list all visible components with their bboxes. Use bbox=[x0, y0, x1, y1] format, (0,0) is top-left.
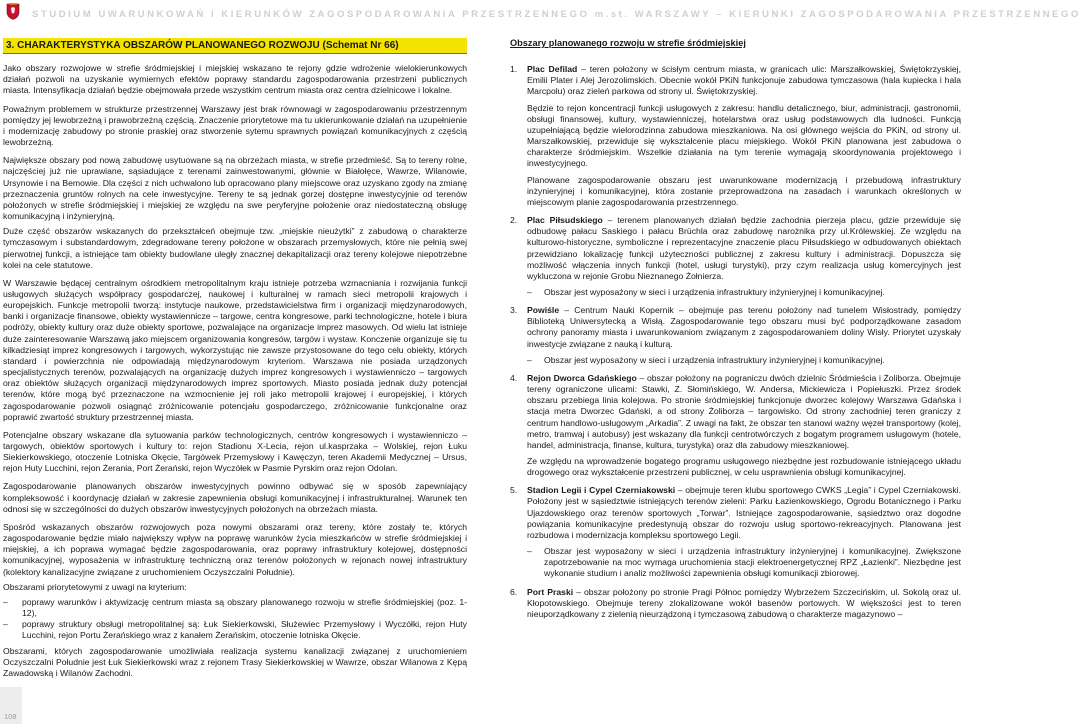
paragraph-sewage-areas: Obszarami, których zagospodarowanie umożliwiała realizacja systemu kanalizacji związanej z uruchomieniem Oczyszczalni Południe jest Łuk Siekierkowski wraz z rejonem Trasy Siekierkowskiej w Wawrze, obszar Wilanowa z Kępą Zawadowską i Wilanów Zachodni. bbox=[3, 645, 467, 678]
area-number: 4. bbox=[510, 372, 518, 383]
page-number: 108 bbox=[4, 712, 17, 721]
list-item: – Obszar jest wyposażony w sieci i urządzenia infrastruktury inżynieryjnej i komunikacyjnej. Zwiększone zapotrzebowanie na moc wymaga uruchomienia stacji elektroenergetycznej RPZ „Łazienki”. Niezbędne jest wykonanie studium i analiz możliwości zapewnienia obsługi komunikacji zbiorowej. bbox=[527, 546, 961, 579]
area-description: Plac Defilad – teren położony w ścisłym centrum miasta, w granicach ulic: Marszałkowskiej, Świętokrzyskiej, Emilii Plater i Alej Jerozolimskich. Obecnie wokół PKiN funkcjonuje zabudowa tymczasowa (hala kupiecka i hala Marcpolu) oraz zieleń parkowa od strony ul. Świętokrzyskiej. bbox=[527, 64, 961, 97]
area-number: 6. bbox=[510, 586, 518, 597]
area-name: Plac Defilad bbox=[527, 64, 578, 75]
area-item-port-praski bbox=[510, 587, 961, 620]
right-column bbox=[510, 38, 961, 627]
area-paragraph: Ze względu na wprowadzenie bogatego programu usługowego niezbędne jest rozbudowanie istniejącego układu drogowego oraz wykształcenie przestrzeni publicznej, w celu usprawnienia obsługi komunikacyjnej. bbox=[527, 456, 961, 478]
area-number: 3. bbox=[510, 305, 518, 316]
list-item: – poprawy struktury obsługi metropolitalnej są: Łuk Siekierkowski, Służewiec Przemysłowy i Wyczółki, rejon Huty Lucchini, rejon Portu Żerańskiego wraz z kanałem Żerańskim, otoczenie lotniska Okęcie. bbox=[3, 619, 467, 641]
area-item-plac-pilsudskiego bbox=[510, 215, 961, 298]
list-item: – poprawy warunków i aktywizację centrum miasta są obszary planowanego rozwoju w strefie śródmiejskiej (poz. 1-12), bbox=[3, 597, 467, 619]
warsaw-coat-of-arms-icon bbox=[6, 3, 20, 20]
area-description: Stadion Legii i Cypel Czerniakowski – obejmuje teren klubu sportowego CWKS „Legia” i Cypel Czerniakowski. Położony jest w sąsiedztwie istniejących terenów zieleni: Parku Łazienkowskiego, Ogrodu Botanicznego i Parku Ujazdowskiego oraz terenów sportowych „Torwar”. Istniejące zagospodarowanie, sąsiedztwo oraz dogodne powiązania komunikacyjne predestynują obszar do rozwoju usług sportowo-rekreacyjnych. Planowana jest rozbudowa i modernizacja kompleksu sportowego Legii. bbox=[527, 485, 961, 540]
left-column bbox=[3, 38, 467, 683]
area-number: 1. bbox=[510, 64, 518, 75]
area-number: 5. bbox=[510, 485, 518, 496]
area-name: Stadion Legii i Cypel Czerniakowski bbox=[527, 485, 676, 496]
area-number: 2. bbox=[510, 215, 518, 226]
area-paragraph: Planowane zagospodarowanie obszaru jest uwarunkowane modernizacją i przebudową infrastruktury inżynieryjnej i komunikacyjnej, która zostanie przeprowadzona na zasadach i warunkach określonych w miejscowym planie zagospodarowania przestrzennego. bbox=[527, 174, 961, 207]
area-item-stadion-legii bbox=[510, 485, 961, 579]
area-item-dworzec-gdanski bbox=[510, 373, 961, 478]
area-notes bbox=[527, 287, 961, 298]
section-title: 3. CHARAKTERYSTYKA OBSZARÓW PLANOWANEGO ROZWOJU (Schemat Nr 66) bbox=[3, 38, 467, 54]
list-item: – Obszar jest wyposażony w sieci i urządzenia infrastruktury inżynieryjnej i komunikacyjnej. bbox=[527, 355, 961, 366]
area-name: Port Praski bbox=[527, 586, 574, 597]
paragraph-imbalance: Poważnym problemem w strukturze przestrzennej Warszawy jest brak równowagi w zagospodarowaniu przestrzennym pomiędzy jej lewobrzeżną i prawobrzeżną częścią. Znaczenie priorytetowe ma tu ukierunkowanie działań na uzupełnienie i modernizację zabudowy po stronie praskiej oraz stworzenie sytemu sprawnych powiązań komunikacyjnych z częścią lewobrzeżną. bbox=[3, 103, 467, 148]
area-notes bbox=[527, 355, 961, 366]
area-description: Rejon Dworca Gdańskiego – obszar położony na pograniczu dwóch dzielnic Śródmieścia i Żoliborza. Obejmuje tereny ograniczone ulicami: Stawki, Z. Słomińskiego, W. Andersa, Mickiewicza i Popiełuszki. Przez środek obszaru przebiega linia kolejowa. Po stronie śródmiejskiej funkcjonuje dworzec kolejowy Warszawa Gdańska i stacja metra Dworzec Gdański, a od strony Żoliborza – targowisko. Od strony zachodniej teren graniczy z centrum handlowo-usługowym „Arkadia”. Z uwagi na fakt, że obszar ten stanowi ważny węzeł transportowy (kolej, metro, tramwaj i autobusy) jest wskazany dla funkcji centrotwórczych z bogatym programem usługowym (hotele, handel, administracja, finanse, kultura, turystyka) oraz dla zabudowy mieszkaniowej. bbox=[527, 372, 961, 450]
area-description: Port Praski – obszar położony po stronie Pragi Północ pomiędzy Wybrzeżem Szczecińskim, ul. Sokolą oraz ul. Kłopotowskiego. Obejmuje tereny zlokalizowane wokół basenów portowych. W większości jest to teren nieuporządkowany z zielenią nieurządzoną i tymczasową zabudową o charakterze magazynowo – bbox=[527, 586, 961, 619]
running-head-text: STUDIUM UWARUNKOWAŃ I KIERUNKÓW ZAGOSPODAROWANIA PRZESTRZENNEGO m.st. WARSZAWY – KIERUNKI ZAGOSPODAROWANIA PRZESTRZENNEGO bbox=[32, 9, 1081, 20]
areas-list bbox=[510, 64, 961, 620]
paragraph-potential-areas: Potencjalne obszary wskazane dla sytuowania parków technologicznych, centrów kongresowych i wystawienniczo – targowych, obiektów sportowych i kultury to: rejon Stadionu X-Lecia, rejon ul.kasprzaka – Wolskiej, rejon Łuku Siekierkowskiego, otoczenie Lotniska Okęcie, Targówek Przemysłowy i Kawęczyn, teren Akademii Medycznej – Ursus, rejon Huty Lucchini, rejon Żerania, Port Żerański, rejon Wyczółek w Pasmie Pyrskim oraz rejon Odolan. bbox=[3, 429, 467, 474]
paragraph-development-areas: Jako obszary rozwojowe w strefie śródmiejskiej i miejskiej wskazano te rejony gdzie wdrożenie wielokierunkowych działań pozwoli na uzyskanie wymiernych efektów poprawy standardu zagospodarowania przestrzeni publicznych miasta. Intensyfikacja działań będzie obejmowała przede wszystkim centrum miasta oraz centra dzielnicowe i lokalne. bbox=[3, 63, 467, 96]
paragraph-metropolitan-functions: W Warszawie będącej centralnym ośrodkiem metropolitalnym kraju istnieje potrzeba wzmacniania i rozwijania funkcji usługowych służących współpracy gospodarczej, naukowej i kulturalnej w ramach sieci metropolii krajowych i europejskich. Funkcje metropolii tworzą: instytucje naukowe, przedstawicielstwa firm i organizacji międzynarodowych, banki i organizacje finansowe, obiekty wystawiennicze – targowe, centra kongresowe, parki technologiczne, hotele i biura podróży, obiekty kultury oraz duże obiekty sportowe, pozwalające na organizacje imprez masowych. Od wielu lat istnieje duże zainteresowanie Warszawą jako miejscem organizowania kongresów, targów i wystaw. Konczenie organizuje się tu kilkadziesiąt imprez kongresowych i targowych, wykorzystując nie zawsze przystosowane do tego celu obiekty, których standard i powierzchnia nie odpowiadają międzynarodowym kryteriom. Warszawa nie posiada urządzonych specjalistycznych terenów, pozwalających na organizację dużych imprez kongresowych i wystawienniczo – targowych oraz obiektów służących organizacji międzynarodowych imprez sportowych. Miasto posiada jednak duży potencjał terenów, które mogą być przeznaczone na wzmocnienie jej roli jako metropolii krajowej i europejskiej, i których zagospodarowanie pozwoli osiągnąć zróżnicowanie potencjału gospodarczego, zróżnicowanie funkcjonalne oraz poprawić zwartość struktury przestrzennej miasta. bbox=[3, 277, 467, 422]
paragraph-wasteland: Duże część obszarów wskazanych do przekształceń obejmuje tzw. „miejskie nieużytki” z zabudową o charakterze tymczasowym i substandardowym, zdegradowane tereny położone w obszarach przemysłowych, które nie pełnią swej pierwotnej funkcji, a istniejące tam obiekty budowlane uległy znacznej dekapitalizacji oraz tereny kolejowe niepotrzebne kolei na cele statutowe. bbox=[3, 226, 467, 270]
paragraph-priority-criteria: Obszarami priorytetowymi z uwagi na kryterium: bbox=[3, 581, 187, 592]
area-item-plac-defilad bbox=[510, 64, 961, 208]
page-number-tab bbox=[0, 687, 22, 724]
paragraph-priority-selection: Spośród wskazanych obszarów rozwojowych poza nowymi obszarami oraz tereny, które zostały te, których zagospodarowanie będzie miało największy wpływ na poprawę warunków życia mieszkańców w strefie śródmiejskiej i miejskiej, a ich poprawa wymagać będzie zagospodarowania, oraz poprawy infrastruktury kolejowej, dostępności komunikacyjnej, wyposażenia w infrastrukturę techniczną oraz terenów położonych w rejonach nowej infrastruktury (kolektory kanalizacyjne związane z uruchomieniem Oczyszczalni Południe). bbox=[3, 521, 467, 577]
list-item: – Obszar jest wyposażony w sieci i urządzenia infrastruktury inżynieryjnej i komunikacyjnej. bbox=[527, 287, 961, 298]
area-description: Plac Piłsudskiego – terenem planowanych działań będzie zachodnia pierzeja placu, gdzie przewiduje się odbudowę pałacu Saskiego i pałacu Brüchla oraz zabudowę narożnika przy ul.Królewskiej. Ze względu na kulturowo-historyczne, symboliczne i reprezentacyjne znaczenie placu Piłsudskiego w odbudowanych obiektach przewidziano lokalizację funkcji użyteczności publicznej z zakresu kultury i administracji. Dopuszcza się możliwość włączenia innych funkcji (hotel, usługi turystyki), przy czym realizacja usług komercyjnych jest wykluczona w rejonie Grobu Nieznanego Żołnierza. bbox=[527, 215, 962, 281]
paragraph-outskirts: Największe obszary pod nową zabudowę usytuowane są na obrzeżach miasta, w strefie przedmieść. Są to tereny rolne, najczęściej już nie uprawiane, sąsiadujące z terenami zainwestowanymi, głównie w Białołęce, Wawrze, Wilanowie, Ursynowie i na Bemowie. Dla części z nich uchwalono lub opracowano plany miejscowe oraz uzyskano zgody na zmianę przeznaczenia gruntów rolnych na cele inwestycyjne. Tereny te są jednak gorzej dostępne inwestycyjnie od terenów położonych w strefie śródmiejskiej i miejskiej ze względu na swe peryferyjne położenie oraz niedostateczną obsługę komunikacyjną i inżynieryjną. bbox=[3, 155, 467, 222]
area-item-powisle bbox=[510, 305, 961, 366]
area-notes bbox=[527, 546, 961, 579]
area-name: Rejon Dworca Gdańskiego bbox=[527, 372, 637, 383]
area-name: Powiśle bbox=[527, 305, 560, 316]
area-name: Plac Piłsudskiego bbox=[527, 215, 603, 226]
area-paragraph: Będzie to rejon koncentracji funkcji usługowych z zakresu: handlu detalicznego, biur, administracji, gastronomii, obsługi finansowej, kultury, wystawienniczej, hotelarstwa oraz usług podstawowych dla ludności. Funkcją uzupełniającą będzie wielorodzinna zabudowa mieszkaniowa. Na osi głównego wejścia do PKiN, od strony ul. Marszałkowskiej, przewiduje się wykształcenie placu miejskiego. Wokół PKiN planowana jest zabudowa o charakterze śródmiejskim. Wszelkie działania na tym terenie wymagają skoordynowania projektowego i inwestycyjnego. bbox=[527, 102, 961, 169]
running-header bbox=[0, 0, 1081, 28]
priority-list bbox=[3, 597, 467, 642]
subsection-title: Obszary planowanego rozwoju w strefie śródmiejskiej bbox=[510, 38, 746, 48]
paragraph-coordination: Zagospodarowanie planowanych obszarów inwestycyjnych powinno odbywać się w sposób zapewniający kompleksowość i koordynację działań w zakresie zapewnienia obsługi komunikacyjnej i infrastrukturalnej. Warunek ten odnosi się w szczególności do dużych obszarów inwestycyjnych położonych na obrzeżach miasta. bbox=[3, 481, 467, 514]
area-description: Powiśle – Centrum Nauki Kopernik – obejmuje pas terenu położony nad tunelem Wisłostrady, pomiędzy Biblioteką Uniwersytecką a Wisłą. Zagospodarowanie tego obszaru musi być podporządkowane zasadom ochrony panoramy miasta i uwarunkowaniom związanym z zagospodarowaniem doliny Wisły. Priorytet uzyskały inwestycje związane z nauką i kulturą. bbox=[527, 305, 961, 349]
